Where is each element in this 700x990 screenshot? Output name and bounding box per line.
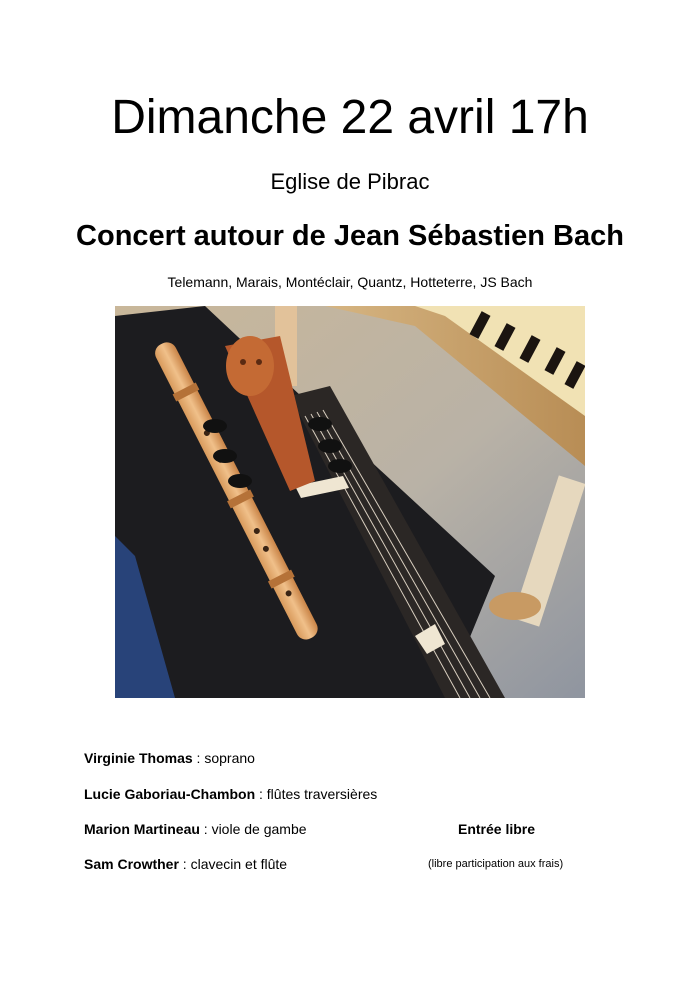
performer-row bbox=[84, 819, 307, 839]
performer-row bbox=[84, 784, 377, 804]
venue: Eglise de Pibrac bbox=[270, 169, 430, 194]
performer-role: : clavecin et flûte bbox=[178, 856, 288, 872]
performer-name: Virginie Thomas bbox=[84, 750, 193, 766]
performer-role: : flûtes traversières bbox=[255, 786, 378, 802]
admission-label: Entrée libre bbox=[458, 821, 536, 837]
performer-name: Lucie Gaboriau-Chambon bbox=[84, 786, 256, 802]
performer-name: Sam Crowther bbox=[84, 856, 179, 872]
performer-row bbox=[84, 748, 255, 768]
instruments-photo bbox=[115, 306, 585, 698]
admission-note: (libre participation aux frais) bbox=[428, 858, 564, 870]
composers-list: Telemann, Marais, Montéclair, Quantz, Hotteterre, JS Bach bbox=[167, 274, 533, 290]
performer-name: Marion Martineau bbox=[84, 821, 200, 837]
concert-date: Dimanche 22 avril 17h bbox=[111, 91, 589, 144]
performer-row bbox=[84, 854, 287, 874]
performer-role: : viole de gambe bbox=[199, 821, 307, 837]
performer-role: : soprano bbox=[192, 750, 255, 766]
concert-title: Concert autour de Jean Sébastien Bach bbox=[76, 220, 624, 252]
